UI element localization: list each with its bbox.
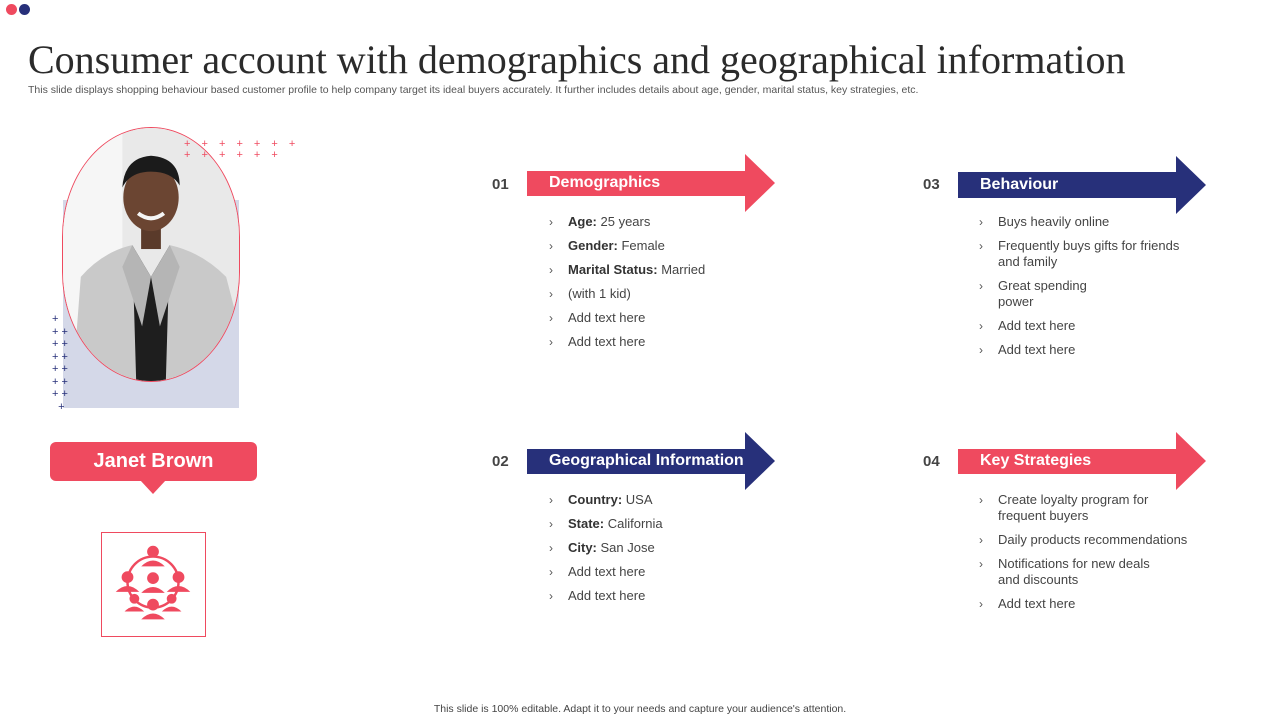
list-demographics — [549, 214, 769, 358]
chevron-right-icon: › — [549, 541, 553, 555]
arrow-demographics — [527, 154, 775, 212]
list-item: › Add text here — [549, 310, 646, 325]
section-number-geographical: 02 — [492, 453, 509, 470]
section-label-demographics: Demographics — [549, 174, 661, 191]
list-item: › Marital Status: Married — [549, 262, 706, 277]
arrow-behaviour — [958, 156, 1206, 214]
decor-plus-grid-navy: + + + + + + + + + + + + + + — [52, 313, 68, 413]
list-item: › (with 1 kid) — [549, 286, 631, 301]
section-number-strategies: 04 — [923, 453, 940, 470]
chevron-right-icon: › — [979, 215, 983, 229]
profile-name-callout — [50, 442, 257, 481]
list-item: › Add text here — [979, 342, 1076, 357]
list-item: › State: California — [549, 516, 663, 531]
list-item: › Add text here — [549, 588, 646, 603]
profile-photo — [62, 127, 240, 382]
arrow-geographical — [527, 432, 775, 490]
profile-name: Janet Brown — [93, 450, 214, 472]
slide-subtitle: This slide displays shopping behaviour based customer profile to help company target its ideal buyers accurately. It further includes details about age, gender, marital status, key strategies, etc. — [28, 84, 919, 96]
chevron-right-icon: › — [979, 239, 983, 253]
chevron-right-icon: › — [549, 335, 553, 349]
slide-title: Consumer account with demographics and geographical information — [28, 37, 1126, 82]
chevron-right-icon: › — [549, 565, 553, 579]
arrow-strategies — [958, 432, 1206, 490]
person-photo-icon — [63, 128, 239, 381]
callout-pointer — [140, 480, 166, 494]
list-item: › Age: 25 years — [549, 214, 651, 229]
list-item: › Add text here — [979, 318, 1076, 333]
people-network-icon — [102, 533, 205, 636]
chevron-right-icon: › — [549, 589, 553, 603]
list-item: › Notifications for new deals and discounts — [979, 556, 1150, 587]
decor-dot-navy — [19, 4, 30, 15]
chevron-right-icon: › — [979, 279, 983, 293]
chevron-right-icon: › — [549, 239, 553, 253]
list-item: › Add text here — [979, 596, 1076, 611]
chevron-right-icon: › — [549, 311, 553, 325]
list-item: › Great spending power — [979, 278, 1087, 309]
chevron-right-icon: › — [549, 517, 553, 531]
chevron-right-icon: › — [549, 493, 553, 507]
section-label-behaviour: Behaviour — [980, 176, 1059, 193]
section-number-demographics: 01 — [492, 176, 509, 193]
chevron-right-icon: › — [549, 287, 553, 301]
section-label-strategies: Key Strategies — [980, 452, 1092, 469]
section-label-geographical: Geographical Information — [549, 452, 744, 469]
chevron-right-icon: › — [549, 263, 553, 277]
decor-plus-grid-red: + + + + + + + + + + + + + — [184, 138, 300, 161]
list-item: › Frequently buys gifts for friends and family — [979, 238, 1180, 269]
decor-dot-red — [6, 4, 17, 15]
list-item: › Add text here — [549, 334, 646, 349]
chevron-right-icon: › — [979, 319, 983, 333]
list-item: › Daily products recommendations — [979, 532, 1188, 547]
list-item: › Country: USA — [549, 492, 653, 507]
section-number-behaviour: 03 — [923, 176, 940, 193]
list-item: › Gender: Female — [549, 238, 665, 253]
list-behaviour — [979, 214, 1194, 366]
list-item: › Create loyalty program for frequent buyers — [979, 492, 1149, 523]
chevron-right-icon: › — [979, 533, 983, 547]
list-item: › Add text here — [549, 564, 646, 579]
chevron-right-icon: › — [979, 343, 983, 357]
list-strategies — [979, 492, 1199, 620]
chevron-right-icon: › — [979, 493, 983, 507]
list-item: › Buys heavily online — [979, 214, 1110, 229]
list-geographical — [549, 492, 769, 612]
chevron-right-icon: › — [979, 597, 983, 611]
chevron-right-icon: › — [979, 557, 983, 571]
chevron-right-icon: › — [549, 215, 553, 229]
list-item: › City: San Jose — [549, 540, 655, 555]
slide-footer: This slide is 100% editable. Adapt it to your needs and capture your audience's attention. — [433, 703, 847, 715]
people-network-box — [101, 532, 206, 637]
